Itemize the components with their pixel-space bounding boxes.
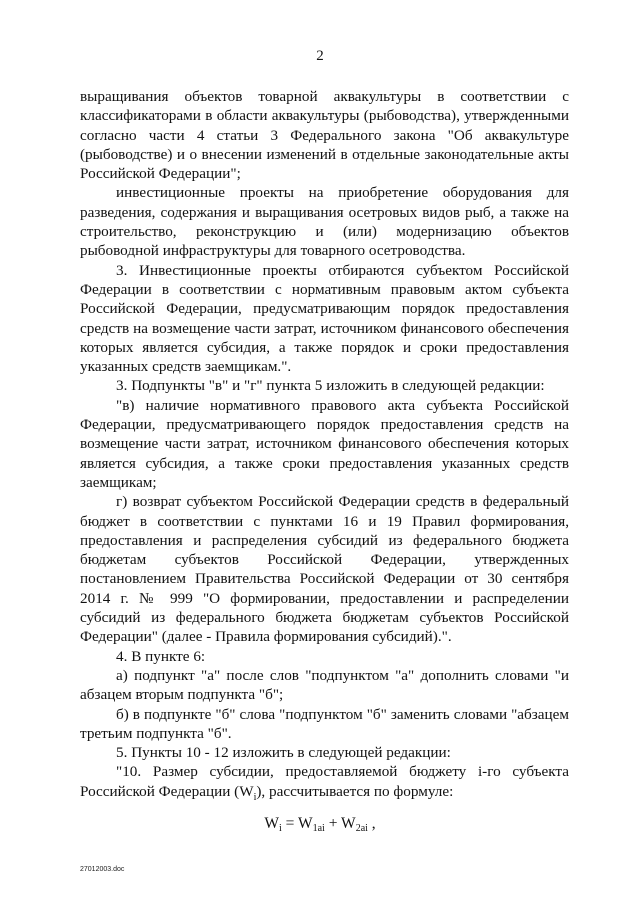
paragraph: выращивания объектов товарной аквакультуры в соответствии с классификаторами в области аквакультуры (рыбоводства), утвержденными согласно части 4 статьи 3 Федерального закона "Об аквакультуре (рыбоводстве) и о внесении изменений в отдельные законодательные акты Российской Федерации";	[80, 88, 569, 183]
paragraph: б) в подпункте "б" слова "подпунктом "б" заменить словами "абзацем третьим подпункта "б".	[80, 705, 569, 742]
formula-symbol: W	[297, 815, 313, 832]
document-body	[80, 87, 569, 807]
page-number: 2	[316, 48, 324, 64]
paragraph: 3. Инвестиционные проекты отбираются субъектом Российской Федерации в соответствии с нормативным правовым актом субъекта Российской Федерации, предусматривающим порядок предоставления средств на возмещение части затрат, источником финансового обеспечения которых является субсидия, а также порядок и сроки предоставления указанных средств заемщикам.".	[80, 261, 569, 376]
subscript: i	[253, 791, 257, 803]
paragraph	[80, 762, 569, 807]
formula-operator: +	[324, 815, 342, 832]
paragraph: "в) наличие нормативного правового акта субъекта Российской Федерации, предусматривающего порядок предоставления средств на возмещение части затрат, источником финансового обеспечения которых является субсидия, а также сроки предоставления указанных средств заемщикам;	[80, 396, 569, 491]
paragraph: инвестиционные проекты на приобретение оборудования для разведения, содержания и выращивания осетровых видов рыб, а также на строительство, реконструкцию и (или) модернизацию объектов рыбоводной инфраструктуры для товарного осетроводства.	[80, 184, 569, 260]
footer-filename: 27012003.doc	[80, 866, 125, 873]
formula-operator: =	[281, 815, 298, 832]
paragraph: 5. Пункты 10 - 12 изложить в следующей редакции:	[116, 744, 451, 762]
paragraph-text: "10. Размер субсидии, предоставляемой бюджету i-го субъекта Российской Федерации (W	[80, 763, 569, 800]
paragraph: 3. Подпункты "в" и "г" пункта 5 изложить в следующей редакции:	[116, 377, 545, 395]
paragraph: г) возврат субъектом Российской Федерации средств в федеральный бюджет в соответствии с пунктами 16 и 19 Правил формирования, предоставления и распределения субсидий из федерального бюджета бюджетам субъектов Российской Федерации, утвержденных постановлением Правительства Российской Федерации от 30 сентября 2014 г. № 999 "О формировании, предоставлении и распределении субсидий из федерального бюджета бюджетам субъектов Российской Федерации" (далее - Правила формирования субсидий).".	[80, 493, 569, 646]
formula-punctuation: ,	[367, 815, 376, 832]
formula-subscript: i	[278, 823, 282, 834]
formula-symbol: W	[264, 815, 279, 832]
formula-subscript: 2ai	[355, 823, 368, 834]
formula	[0, 815, 640, 834]
formula-symbol: W	[341, 815, 356, 832]
paragraph: 4. В пункте 6:	[116, 647, 206, 665]
paragraph: а) подпункт "а" после слов "подпунктом "а" дополнить словами "и абзацем вторым подпункта "б";	[80, 666, 569, 704]
paragraph-text: ), рассчитывается по формуле:	[256, 782, 454, 800]
formula-subscript: 1ai	[312, 823, 325, 834]
